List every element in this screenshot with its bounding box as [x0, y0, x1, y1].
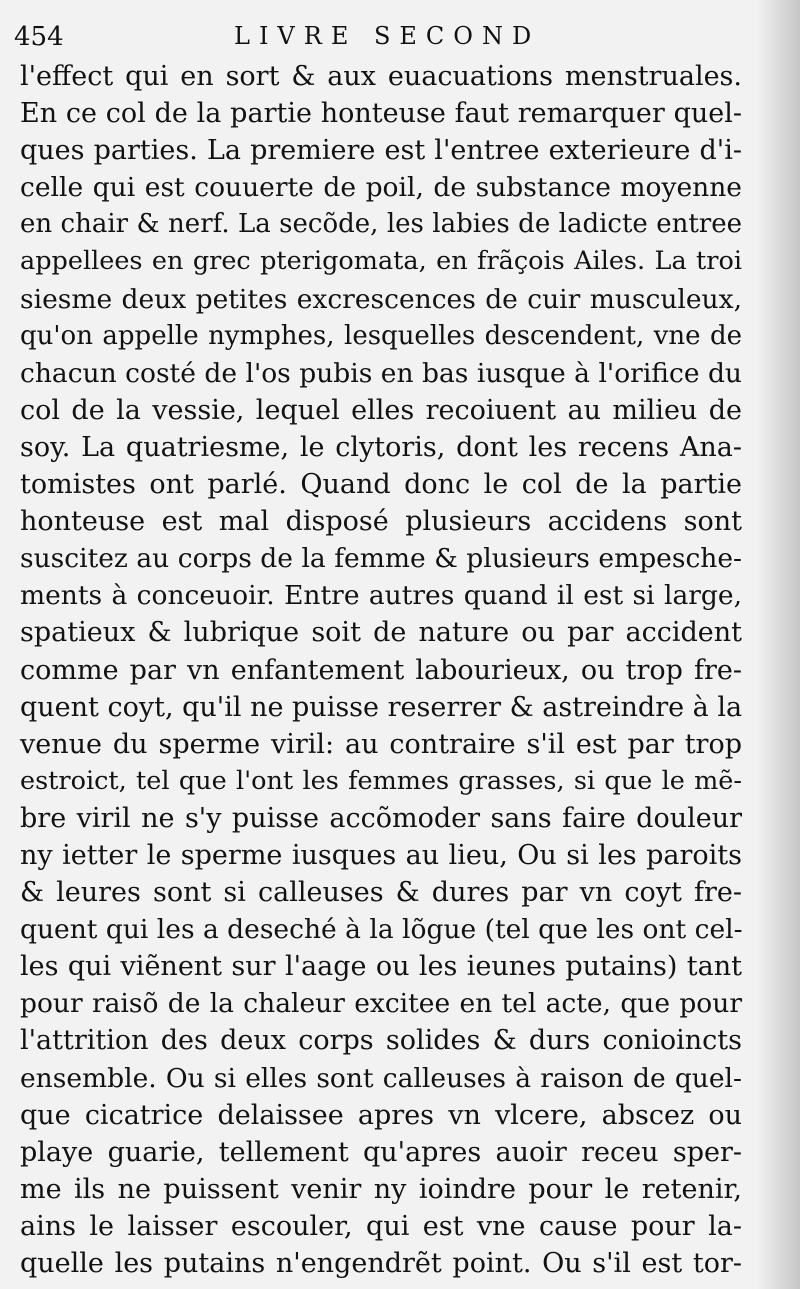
text-line: en chair & nerf. La secõde, les labies de ladicte entree — [20, 209, 742, 240]
text-line: siesme deux petites excrescences de cuir musculeux, — [20, 283, 742, 315]
text-line: playe guarie, tellement qu'apres auoir receu sper- — [20, 1136, 742, 1168]
text-line: suscitez au corps de la femme & plusieurs empesche- — [20, 543, 742, 575]
text-line: quent coyt, qu'il ne puisse reserrer & astreindre à la — [20, 691, 743, 723]
text-line: ensemble. Ou si elles sont calleuses à raison de quel- — [20, 1062, 742, 1094]
text-line: En ce col de la partie honteuse faut remarquer quel- — [20, 98, 742, 130]
text-line: estroict, tel que l'ont les femmes grasses, si que le mẽ- — [20, 765, 742, 796]
text-line: tomistes ont parlé. Quand donc le col de la partie — [20, 469, 742, 501]
running-title: LIVRE SECOND — [234, 22, 541, 50]
text-line: qu'on appelle nymphes, lesquelles descendent, vne de — [20, 320, 742, 351]
text-line: chacun costé de l'os pubis en bas iusque à l'orifice du — [20, 357, 742, 389]
text-line: col de la vessie, lequel elles recoiuent au milieu de — [20, 394, 742, 426]
text-line: celle qui est couuerte de poil, de substance moyenne — [20, 172, 742, 204]
page-number: 454 — [14, 22, 64, 52]
text-line: me ils ne puissent venir ny ioindre pour le retenir, — [20, 1173, 742, 1205]
text-line: ains le laisser escouler, qui est vne cause pour la- — [20, 1210, 742, 1242]
text-line: soy. La quatriesme, le clytoris, dont les recens Ana- — [20, 431, 742, 463]
body-text — [20, 58, 742, 1282]
text-line: les qui viẽnent sur l'aage ou les ieunes putains) tant — [20, 951, 742, 983]
text-line: que cicatrice delaissee apres vn vlcere, abscez ou — [20, 1099, 742, 1131]
text-line: pour raisõ de la chaleur excitee en tel acte, que pour — [20, 988, 742, 1020]
text-line: ny ietter le sperme iusques au lieu, Ou si les paroits — [20, 839, 742, 871]
text-line: comme par vn enfantement labourieux, ou trop fre- — [20, 654, 742, 686]
text-line: bre viril ne s'y puisse accõmoder sans faire douleur — [20, 802, 742, 834]
text-line: quelle les putains n'engendrẽt point. Ou s'il est tor- — [20, 1248, 742, 1279]
text-line: spatieux & lubrique soit de nature ou par accident — [20, 617, 742, 649]
text-line: & leures sont si calleuses & dures par vn coyt fre- — [20, 877, 742, 909]
text-line: quent qui les a deseché à la lõgue (tel que les ont cel- — [20, 914, 743, 946]
page-edge-shadow — [756, 0, 800, 1289]
text-line: appellees en grec pterigomata, en frãçois Ailes. La troi — [20, 246, 742, 277]
text-line: ments à conceuoir. Entre autres quand il est si large, — [20, 580, 742, 612]
text-line: venue du sperme viril: au contraire s'il est par trop — [20, 728, 742, 760]
text-line: ques parties. La premiere est l'entree exterieure d'i- — [20, 135, 742, 167]
text-line: honteuse est mal disposé plusieurs accidens sont — [20, 506, 742, 538]
text-line: l'effect qui en sort & aux euacuations menstruales. — [20, 61, 742, 92]
page-header — [14, 14, 790, 54]
text-line: l'attrition des deux corps solides & durs conioincts — [20, 1025, 742, 1057]
